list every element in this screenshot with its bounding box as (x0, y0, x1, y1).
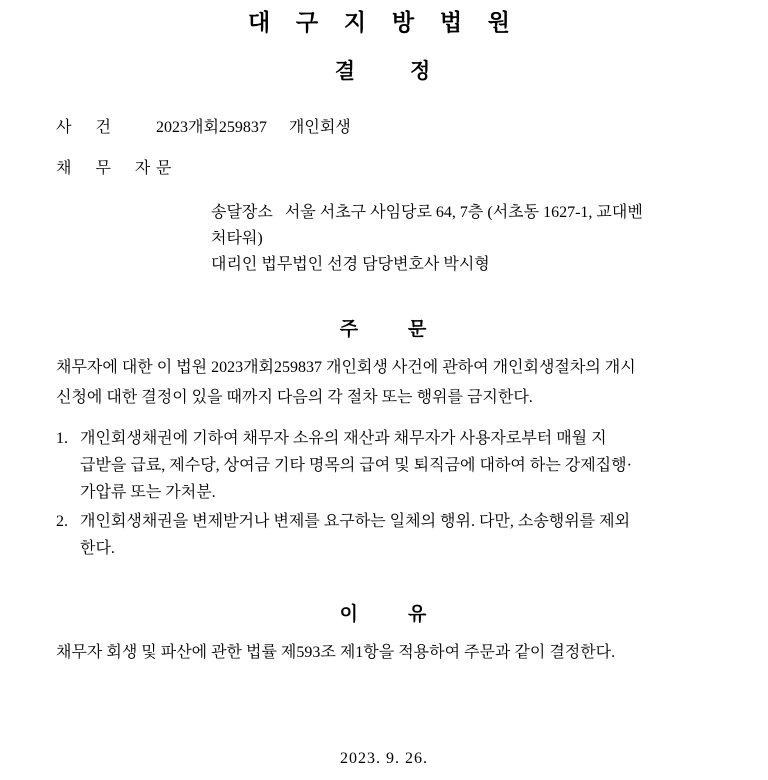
list-item-text (80, 426, 712, 507)
field-row-case (56, 114, 712, 137)
reason-heading (56, 599, 712, 626)
list-item-text (80, 509, 712, 563)
list-item-line2: 한다. (80, 539, 115, 557)
debtor-value: 문 (156, 159, 172, 177)
field-row-debtor (56, 155, 712, 178)
document-type-left: 결 (334, 58, 358, 83)
decision-date: 2023. 9. 26. (340, 750, 428, 767)
list-item (56, 509, 712, 563)
main-order-heading-right: 문 (408, 318, 429, 340)
list-item-number: 2. (56, 512, 68, 530)
list-item (56, 426, 712, 507)
reason-paragraph: 채무자 회생 및 파산에 관한 법률 제593조 제1항을 적용하여 주문과 같이 결정한다. (56, 643, 616, 661)
list-item-line1: 개인회생채권을 변제받거나 변제를 요구하는 일체의 행위. 다만, 소송행위를 제외 (80, 512, 631, 530)
reason-heading-right: 유 (408, 603, 429, 625)
service-address-line2: 처타워) (211, 229, 263, 247)
case-type: 개인회생 (288, 118, 351, 136)
reason-heading-left: 이 (339, 603, 360, 625)
list-item-line1: 개인회생채권에 기하여 채무자 소유의 재산과 채무자가 사용자로부터 매월 지 (80, 430, 607, 448)
document-type-right: 정 (410, 58, 434, 83)
list-item-line3: 가압류 또는 가처분. (80, 484, 216, 501)
service-address-block (211, 200, 712, 278)
prohibited-actions-list (56, 426, 712, 562)
case-value (156, 114, 712, 137)
case-number: 2023개회259837 (156, 118, 267, 136)
list-item-number: 1. (56, 430, 68, 448)
service-address-text: 서울 서초구 사임당로 64, 7층 (서초동 1627-1, 교대벤 (284, 203, 643, 221)
main-order-paragraph-line2: 신청에 대한 결정이 있을 때까지 다음의 각 절차 또는 행위를 금지한다. (56, 389, 533, 407)
debtor-label: 채 무 자 (56, 159, 161, 177)
case-label: 사 건 (56, 118, 121, 136)
main-order-heading (56, 314, 712, 341)
service-address-label: 송달장소 (211, 203, 273, 221)
case-fields (56, 114, 712, 178)
document-type-heading (56, 59, 712, 84)
main-order-paragraph-line1: 채무자에 대한 이 법원 2023개회259837 개인회생 사건에 관하여 개인회생절차의 개시 (56, 358, 636, 376)
legal-representative: 대리인 법무법인 선경 담당변호사 박시형 (211, 255, 490, 273)
service-address-line1 (211, 200, 712, 226)
list-item-line2: 급받을 급료, 제수당, 상여금 기타 명목의 급여 및 퇴직금에 대하여 하는 강제집행· (80, 457, 632, 475)
main-order-heading-left: 주 (339, 318, 360, 340)
court-title: 대 구 지 방 법 원 (247, 10, 521, 35)
